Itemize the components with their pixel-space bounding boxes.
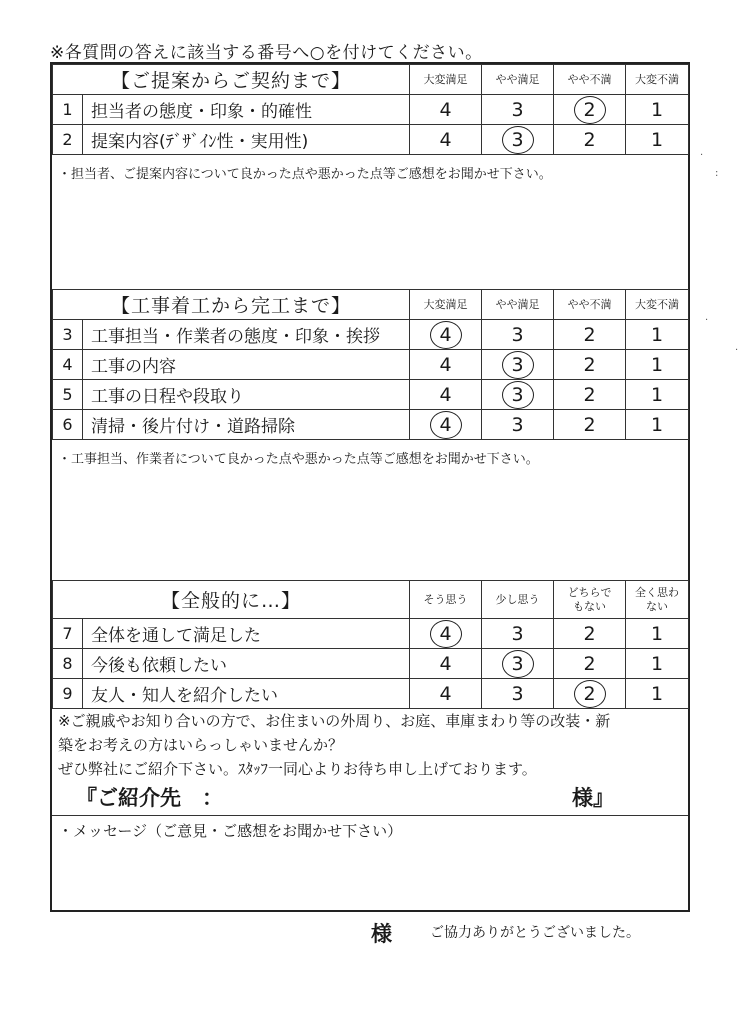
answer-option-selected[interactable]: 4 (430, 620, 462, 648)
note-line-1: ※ご親戚やお知り合いの方で、お住まいの外周り、お庭、車庫まわり等の改装・新 (58, 712, 611, 730)
answer-cell (554, 410, 626, 440)
question-row (53, 679, 689, 709)
question-text: 担当者の態度・印象・的確性 (83, 95, 410, 125)
question-row (53, 410, 689, 440)
answer-cell (482, 95, 554, 125)
answer-cell (482, 320, 554, 350)
answer-option[interactable]: 1 (650, 413, 664, 436)
answer-option-selected[interactable]: 2 (574, 680, 606, 708)
section-table (52, 64, 689, 155)
answer-option[interactable]: 4 (439, 682, 452, 705)
answer-option[interactable]: 2 (583, 622, 596, 645)
answer-cell (626, 380, 689, 410)
answer-cell (410, 619, 482, 649)
question-number: 1 (53, 95, 83, 125)
answer-cell (626, 649, 689, 679)
question-row (53, 95, 689, 125)
answer-cell (410, 649, 482, 679)
question-text: 工事担当・作業者の態度・印象・挨拶 (83, 320, 410, 350)
question-text: 提案内容(ﾃﾞｻﾞｲﾝ性・実用性) (83, 125, 410, 155)
choice-header-line: 少し思う (495, 592, 540, 606)
answer-cell (626, 679, 689, 709)
referral-label: 『ご紹介先 ： (76, 786, 223, 810)
answer-option-selected[interactable]: 3 (502, 650, 534, 678)
question-number: 8 (53, 649, 83, 679)
answer-option[interactable]: 1 (650, 652, 664, 675)
answer-option[interactable]: 1 (650, 622, 664, 645)
answer-option[interactable]: 4 (439, 128, 452, 151)
choice-header-line: 大変満足 (423, 72, 468, 86)
answer-cell (626, 95, 689, 125)
question-text: 工事の日程や段取り (83, 380, 410, 410)
answer-cell (482, 125, 554, 155)
answer-option[interactable]: 4 (439, 353, 452, 376)
answer-cell (554, 350, 626, 380)
answer-cell (482, 350, 554, 380)
answer-cell (410, 410, 482, 440)
answer-cell (410, 350, 482, 380)
section-table (52, 289, 689, 440)
answer-cell (410, 125, 482, 155)
instruction-text: ※各質問の答えに該当する番号へ○を付けてください。 (50, 43, 483, 63)
question-row (53, 125, 689, 155)
footer-thanks: ご協力ありがとうございました。 (430, 925, 640, 941)
section-table (52, 580, 689, 709)
answer-option-selected[interactable]: 4 (430, 411, 462, 439)
answer-cell (410, 380, 482, 410)
sections-container (52, 64, 688, 709)
answer-cell (554, 380, 626, 410)
answer-option[interactable]: 1 (650, 353, 664, 376)
message-prompt: ・メッセージ（ご意見・ご感想をお聞かせ下さい） (58, 822, 403, 840)
question-row (53, 350, 689, 380)
question-number: 9 (53, 679, 83, 709)
footer-sama: 様 (371, 922, 392, 946)
answer-option-selected[interactable]: 4 (430, 321, 462, 349)
answer-cell (554, 125, 626, 155)
answer-cell (482, 619, 554, 649)
answer-option[interactable]: 1 (650, 323, 664, 346)
choice-header-line: 全く思わ (635, 585, 680, 599)
choice-header-line: やや満足 (495, 72, 540, 86)
answer-option[interactable]: 2 (583, 383, 596, 406)
answer-option[interactable]: 2 (583, 413, 596, 436)
choice-header (626, 581, 689, 619)
answer-cell (626, 410, 689, 440)
answer-cell (554, 95, 626, 125)
question-row (53, 649, 689, 679)
choice-header (554, 290, 626, 320)
answer-option[interactable]: 4 (439, 652, 452, 675)
question-row (53, 320, 689, 350)
answer-option[interactable]: 2 (583, 128, 596, 151)
answer-option[interactable]: 1 (650, 383, 664, 406)
choice-header-line: もない (573, 599, 607, 613)
choice-header (410, 581, 482, 619)
answer-cell (410, 95, 482, 125)
referral-line (52, 781, 688, 816)
choice-header-line: ない (646, 599, 669, 613)
answer-option-selected[interactable]: 3 (502, 381, 534, 409)
answer-option[interactable]: 1 (650, 98, 664, 121)
choice-header-line: そう思う (423, 592, 468, 606)
answer-cell (626, 320, 689, 350)
question-row (53, 380, 689, 410)
answer-option-selected[interactable]: 2 (574, 96, 606, 124)
choice-header-line: やや不満 (567, 72, 612, 86)
answer-option[interactable]: 2 (583, 652, 596, 675)
choice-header (626, 65, 689, 95)
question-text: 全体を通して満足した (83, 619, 410, 649)
choice-header (554, 65, 626, 95)
choice-header (554, 581, 626, 619)
answer-cell (554, 649, 626, 679)
referral-suffix: 様』 (572, 786, 614, 810)
answer-cell (410, 679, 482, 709)
note-line-2: 築をお考えの方はいらっしゃいませんか？ (58, 736, 344, 754)
answer-cell (482, 679, 554, 709)
answer-option-selected[interactable]: 3 (502, 126, 534, 154)
answer-cell (482, 649, 554, 679)
answer-option[interactable]: 3 (511, 323, 524, 346)
choice-header-line: 大変不満 (635, 72, 680, 86)
answer-cell (410, 320, 482, 350)
choice-header (482, 581, 554, 619)
question-number: 4 (53, 350, 83, 380)
note-line-3: ぜひ弊社にご紹介下さい。ｽﾀｯﾌ一同心よりお待ち申し上げております。 (58, 760, 537, 778)
answer-option[interactable]: 1 (650, 682, 664, 705)
scan-speck: · (735, 345, 739, 356)
answer-cell (482, 410, 554, 440)
question-number: 2 (53, 125, 83, 155)
answer-cell (482, 380, 554, 410)
question-text: 今後も依頼したい (83, 649, 410, 679)
question-text: 友人・知人を紹介したい (83, 679, 410, 709)
choice-header-line: やや不満 (567, 297, 612, 311)
answer-option[interactable]: 3 (511, 413, 524, 436)
choice-header-line: やや満足 (495, 297, 540, 311)
question-number: 5 (53, 380, 83, 410)
section-title: 【ご提案からご契約まで】 (53, 65, 410, 95)
choice-header-line: 大変満足 (423, 297, 468, 311)
choice-header-line: 大変不満 (635, 297, 680, 311)
answer-cell (626, 125, 689, 155)
answer-option[interactable]: 4 (439, 98, 452, 121)
answer-cell (554, 679, 626, 709)
answer-cell (626, 350, 689, 380)
comment-box[interactable]: ・担当者、ご提案内容について良かった点や悪かった点等ご感想をお聞かせ下さい。 (58, 167, 552, 182)
answer-option[interactable]: 2 (583, 323, 596, 346)
section-title: 【全般的に…】 (53, 581, 410, 619)
choice-header (410, 290, 482, 320)
choice-header (410, 65, 482, 95)
comment-box[interactable]: ・工事担当、作業者について良かった点や悪かった点等ご感想をお聞かせ下さい。 (58, 452, 539, 467)
choice-header (482, 65, 554, 95)
answer-option[interactable]: 3 (511, 682, 524, 705)
question-text: 清掃・後片付け・道路掃除 (83, 410, 410, 440)
choice-header-line: どちらで (567, 585, 612, 599)
referral-note (52, 709, 688, 781)
answer-option-selected[interactable]: 3 (502, 351, 534, 379)
answer-option[interactable]: 1 (650, 128, 664, 151)
section-title: 【工事着工から完工まで】 (53, 290, 410, 320)
question-row (53, 619, 689, 649)
answer-cell (554, 619, 626, 649)
question-text: 工事の内容 (83, 350, 410, 380)
answer-option[interactable]: 3 (511, 98, 524, 121)
answer-option[interactable]: 4 (439, 383, 452, 406)
answer-option[interactable]: 3 (511, 622, 524, 645)
scan-speck: · (700, 150, 704, 161)
answer-cell (626, 619, 689, 649)
question-number: 6 (53, 410, 83, 440)
survey-form (50, 62, 690, 912)
scan-speck: : (715, 168, 719, 179)
scan-speck: · (705, 315, 709, 326)
question-number: 7 (53, 619, 83, 649)
question-number: 3 (53, 320, 83, 350)
choice-header (482, 290, 554, 320)
choice-header (626, 290, 689, 320)
answer-cell (554, 320, 626, 350)
answer-option[interactable]: 2 (583, 353, 596, 376)
